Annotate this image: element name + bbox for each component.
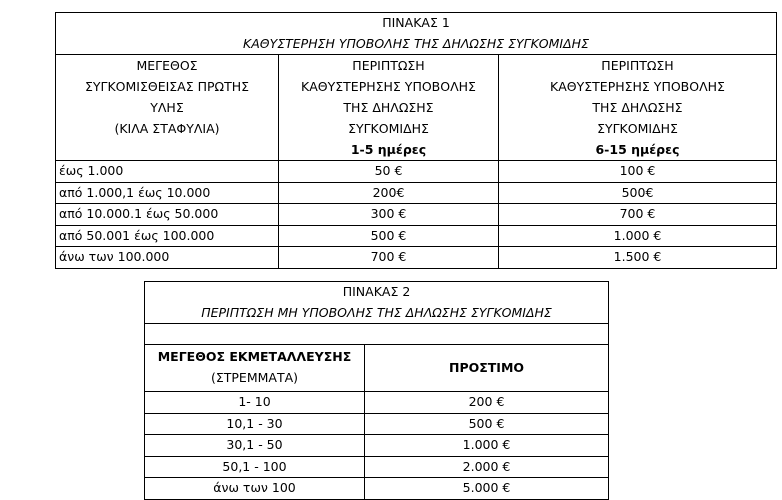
- header-line-days: 6-15 ημέρες: [595, 142, 680, 157]
- table-cell-fine: 50 €: [279, 161, 499, 183]
- table-2-title-cell: [145, 282, 609, 324]
- table-cell-size: 30,1 - 50: [145, 435, 365, 457]
- table-row: [56, 225, 777, 247]
- header-line: ΣΥΓΚΟΜΙΣΘΕΙΣΑΣ ΠΡΩΤΗΣ: [84, 79, 250, 94]
- table-2-title-row: [145, 282, 609, 324]
- header-line: ΤΗΣ ΔΗΛΩΣΗΣ: [592, 100, 683, 115]
- table-row: [56, 247, 777, 269]
- table-2-col2-header: ΠΡΟΣΤΙΜΟ: [365, 345, 609, 392]
- table-1-title-row: [56, 13, 777, 55]
- table-cell-fine: 100 €: [499, 161, 777, 183]
- table-cell-size: 1- 10: [145, 392, 365, 414]
- table-1: [55, 12, 777, 269]
- header-line: ΣΥΓΚΟΜΙΔΗΣ: [597, 121, 678, 136]
- table-row: [56, 204, 777, 226]
- header-line: ΣΥΓΚΟΜΙΔΗΣ: [348, 121, 429, 136]
- table-cell-size: έως 1.000: [56, 161, 279, 183]
- table-cell-size: άνω των 100: [145, 478, 365, 500]
- table-cell-fine: 300 €: [279, 204, 499, 226]
- header-line: ΚΑΘΥΣΤΕΡΗΣΗΣ ΥΠΟΒΟΛΗΣ: [301, 79, 476, 94]
- table-cell-size: 50,1 - 100: [145, 456, 365, 478]
- table-1-col1-header: [56, 55, 279, 161]
- table-row: [56, 182, 777, 204]
- table-row: [145, 456, 609, 478]
- table-2-spacer-row: [145, 324, 609, 345]
- table-cell-fine: 2.000 €: [365, 456, 609, 478]
- table-row: [145, 413, 609, 435]
- header-line: ΜΕΓΕΘΟΣ: [136, 58, 198, 73]
- table-cell-size: από 1.000,1 έως 10.000: [56, 182, 279, 204]
- header-line: ΥΛΗΣ: [150, 100, 184, 115]
- header-line: (ΚΙΛΑ ΣΤΑΦΥΛΙΑ): [114, 121, 220, 136]
- table-cell-fine: 1.000 €: [499, 225, 777, 247]
- table-cell-fine: 500€: [499, 182, 777, 204]
- table-1-header-row: [56, 55, 777, 161]
- table-row: [56, 161, 777, 183]
- table-cell-size: 10,1 - 30: [145, 413, 365, 435]
- table-cell-fine: 1.000 €: [365, 435, 609, 457]
- table-1-col2-header: [279, 55, 499, 161]
- table-cell-size: άνω των 100.000: [56, 247, 279, 269]
- table-cell-fine: 200 €: [365, 392, 609, 414]
- header-line: ΜΕΓΕΘΟΣ ΕΚΜΕΤΑΛΛΕΥΣΗΣ: [157, 349, 352, 364]
- table-2-spacer-cell: [145, 324, 609, 345]
- table-1-subtitle: ΚΑΘΥΣΤΕΡΗΣΗ ΥΠΟΒΟΛΗΣ ΤΗΣ ΔΗΛΩΣΗΣ ΣΥΓΚΟΜΙΔΗΣ: [243, 35, 589, 51]
- table-cell-fine: 700 €: [499, 204, 777, 226]
- table-cell-fine: 1.500 €: [499, 247, 777, 269]
- table-1-title: ΠΙΝΑΚΑΣ 1: [382, 15, 450, 30]
- table-cell-fine: 500 €: [365, 413, 609, 435]
- table-cell-fine: 5.000 €: [365, 478, 609, 500]
- header-line-days: 1-5 ημέρες: [350, 142, 427, 157]
- table-cell-size: από 10.000.1 έως 50.000: [56, 204, 279, 226]
- table-cell-size: από 50.001 έως 100.000: [56, 225, 279, 247]
- table-row: [145, 435, 609, 457]
- table-cell-fine: 500 €: [279, 225, 499, 247]
- header-line: (ΣΤΡΕΜΜΑΤΑ): [210, 369, 299, 385]
- header-line: ΚΑΘΥΣΤΕΡΗΣΗΣ ΥΠΟΒΟΛΗΣ: [550, 79, 725, 94]
- table-2-subtitle: ΠΕΡΙΠΤΩΣΗ ΜΗ ΥΠΟΒΟΛΗΣ ΤΗΣ ΔΗΛΩΣΗΣ ΣΥΓΚΟΜΙΔΗΣ: [201, 304, 552, 320]
- table-1-col3-header: [499, 55, 777, 161]
- table-2-col1-header: [145, 345, 365, 392]
- table-row: [145, 478, 609, 500]
- header-line: ΠΕΡΙΠΤΩΣΗ: [352, 58, 425, 73]
- table-2-header-row: [145, 345, 609, 392]
- header-line: ΠΕΡΙΠΤΩΣΗ: [601, 58, 674, 73]
- header-line: ΤΗΣ ΔΗΛΩΣΗΣ: [343, 100, 434, 115]
- table-row: [145, 392, 609, 414]
- table-cell-fine: 200€: [279, 182, 499, 204]
- table-2-title: ΠΙΝΑΚΑΣ 2: [342, 284, 411, 299]
- table-1-title-cell: [56, 13, 777, 55]
- table-2: [144, 281, 609, 500]
- table-cell-fine: 700 €: [279, 247, 499, 269]
